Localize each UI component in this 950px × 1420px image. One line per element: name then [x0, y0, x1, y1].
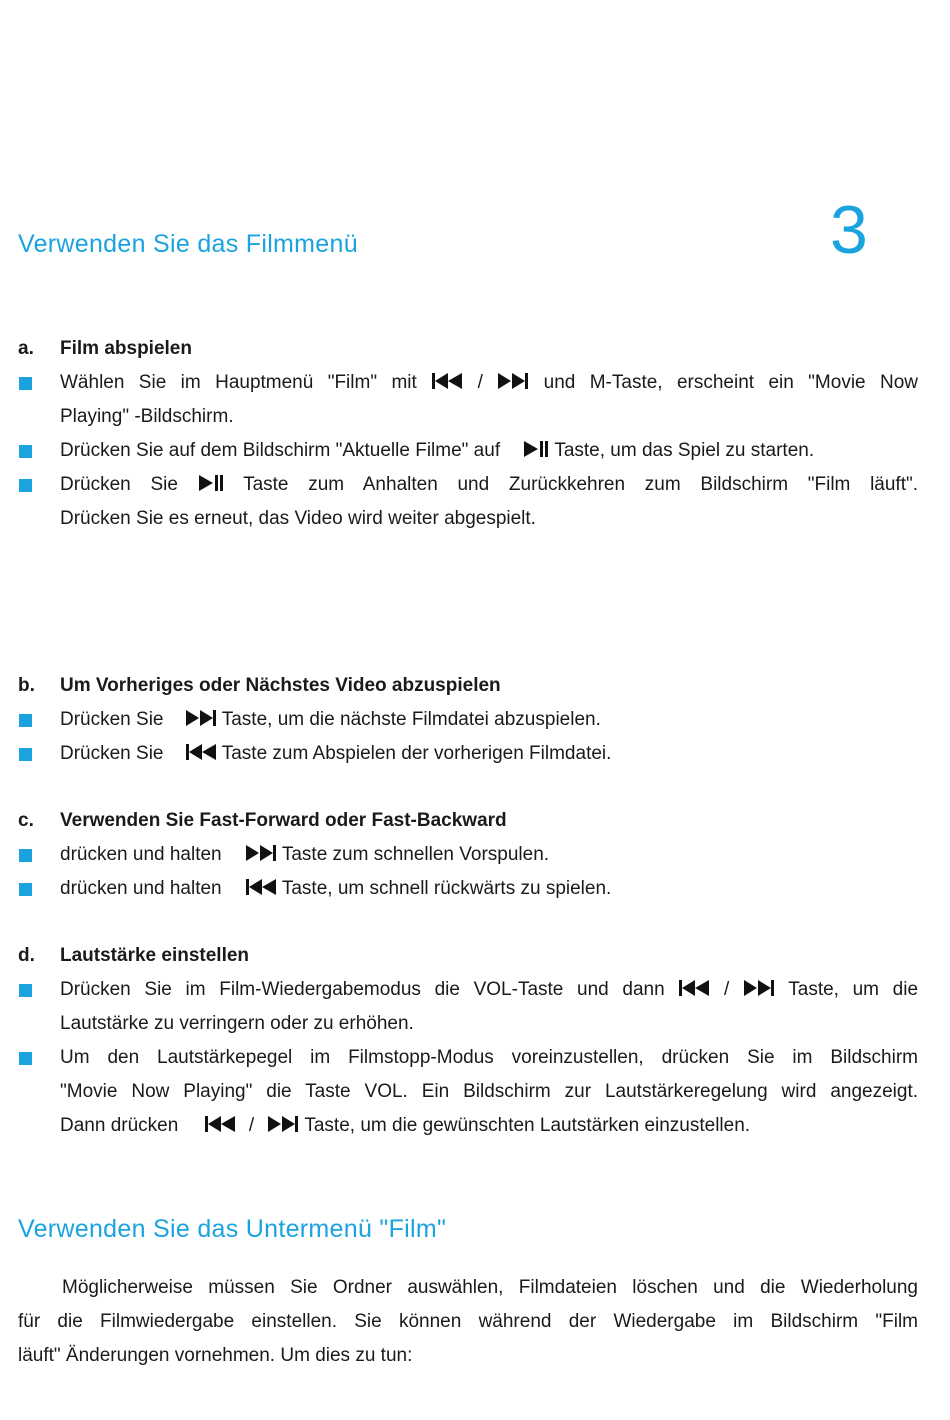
section-a-title: Film abspielen: [60, 338, 192, 359]
bullet-square-icon: [19, 1052, 32, 1065]
section-d-bullet-2-line-1: Um den Lautstärkepegel im Filmstopp-Modus voreinzustellen, drücken Sie im Bildschirm: [60, 1047, 918, 1068]
previous-track-icon: [678, 979, 710, 997]
next-track-icon: [497, 372, 529, 390]
section-a-bullet-3-line-1: Drücken Sie Taste zum Anhalten und Zurückkehren zum Bildschirm "Film läuft".: [60, 474, 919, 495]
section-d-letter: d.: [18, 945, 35, 966]
section-b-title: Um Vorheriges oder Nächstes Video abzuspielen: [60, 675, 501, 696]
bullet-square-icon: [19, 849, 32, 862]
previous-track-icon: [185, 743, 217, 761]
section-d-bullet-2-line-2: "Movie Now Playing" die Taste VOL. Ein Bildschirm zur Lautstärkeregelung wird angezeigt.: [60, 1081, 918, 1102]
section-a-bullet-2-line-1: Drücken Sie auf dem Bildschirm "Aktuelle Filme" auf Taste, um das Spiel zu starten.: [60, 440, 815, 461]
section-d-bullet-1-line-1: Drücken Sie im Film-Wiedergabemodus die VOL-Taste und dann / Taste, um die: [60, 979, 919, 1000]
page-title: Verwenden Sie das Filmmenü: [18, 230, 358, 258]
submenu-title: Verwenden Sie das Untermenü "Film": [18, 1215, 447, 1243]
previous-track-icon: [431, 372, 463, 390]
section-a-bullet-1-line-1: Wählen Sie im Hauptmenü "Film" mit / und M-Taste, erscheint ein "Movie Now: [60, 372, 919, 393]
next-track-icon: [267, 1115, 299, 1133]
previous-track-icon: [204, 1115, 236, 1133]
section-d-bullet-1-line-2: Lautstärke zu verringern oder zu erhöhen.: [60, 1013, 414, 1034]
bullet-square-icon: [19, 883, 32, 896]
section-d-title: Lautstärke einstellen: [60, 945, 250, 966]
section-d-bullet-2-line-3: Dann drücken / Taste, um die gewünschten Lautstärken einzustellen.: [60, 1115, 751, 1136]
section-b-bullet-1: Drücken Sie Taste, um die nächste Filmdatei abzuspielen.: [60, 709, 601, 730]
play-pause-icon: [198, 474, 224, 492]
section-b-bullet-2: Drücken Sie Taste zum Abspielen der vorherigen Filmdatei.: [60, 743, 612, 764]
bullet-square-icon: [19, 479, 32, 492]
next-track-icon: [185, 709, 217, 727]
submenu-paragraph-line-2: für die Filmwiedergabe einstellen. Sie können während der Wiedergabe im Bildschirm "Film: [18, 1311, 918, 1332]
section-a-bullet-3-line-2: Drücken Sie es erneut, das Video wird weiter abgespielt.: [60, 508, 536, 529]
section-c-bullet-1: drücken und halten Taste zum schnellen Vorspulen.: [60, 844, 550, 865]
section-a-bullet-1-line-2: Playing" -Bildschirm.: [60, 406, 234, 427]
submenu-paragraph-line-3: läuft" Änderungen vornehmen. Um dies zu tun:: [18, 1345, 413, 1366]
submenu-paragraph-line-1: Möglicherweise müssen Sie Ordner auswählen, Filmdateien löschen und die Wiederholung: [62, 1277, 918, 1298]
section-c-bullet-2: drücken und halten Taste, um schnell rückwärts zu spielen.: [60, 878, 612, 899]
section-b-letter: b.: [18, 675, 35, 696]
section-a-letter: a.: [18, 338, 34, 359]
previous-track-icon: [245, 878, 277, 896]
play-pause-icon: [523, 440, 549, 458]
chapter-number: 3: [830, 192, 868, 268]
bullet-square-icon: [19, 748, 32, 761]
bullet-square-icon: [19, 984, 32, 997]
next-track-icon: [245, 844, 277, 862]
bullet-square-icon: [19, 445, 32, 458]
section-c-title: Verwenden Sie Fast-Forward oder Fast-Backward: [60, 810, 507, 831]
bullet-square-icon: [19, 377, 32, 390]
section-c-letter: c.: [18, 810, 34, 831]
next-track-icon: [743, 979, 775, 997]
bullet-square-icon: [19, 714, 32, 727]
